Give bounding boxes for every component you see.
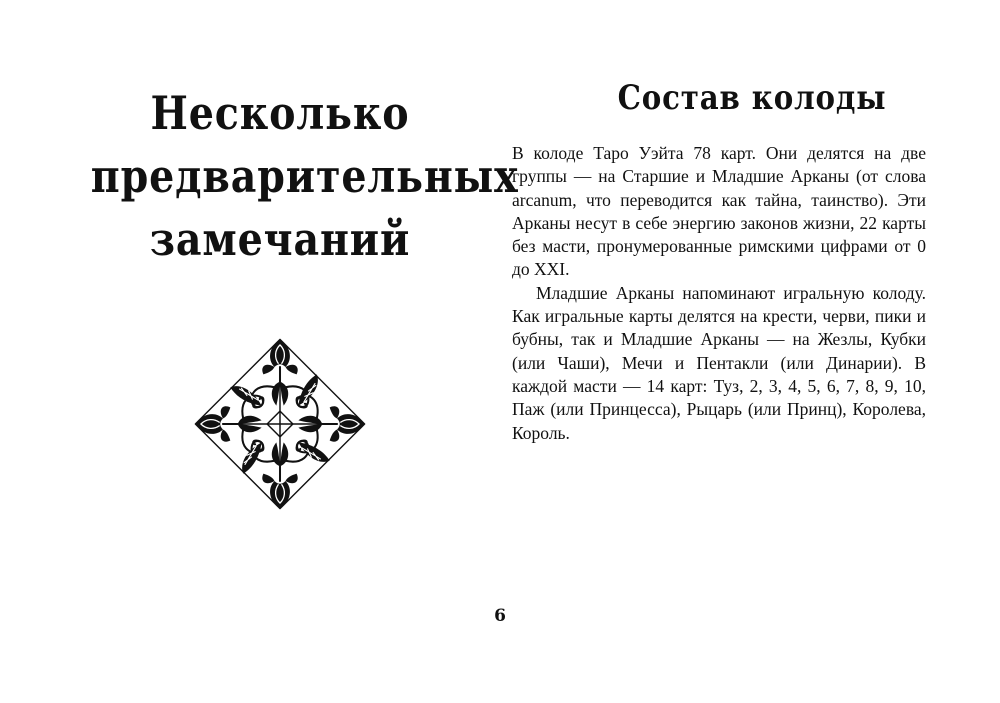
floral-cross-ornament-icon <box>188 332 372 516</box>
right-page <box>500 0 1000 703</box>
chapter-title <box>90 82 519 271</box>
page-number: 6 <box>494 606 506 626</box>
section-title: Состав колоды <box>617 78 887 118</box>
chapter-title-line-2: предварительных <box>90 149 519 203</box>
chapter-title-line-1: Несколько <box>150 86 410 140</box>
paragraph-1: В колоде Таро Уэйта 78 карт. Они делятся на две группы — на Старшие и Младшие Арканы (от слова arcanum, что переводится как тайна, таинство). Эти Арканы несут в себе энергию законов жизни, 22 карты без масти, пронумерованные римскими цифрами от 0 до XXI. <box>512 143 926 280</box>
chapter-title-line-3: замечаний <box>149 212 411 266</box>
body-text <box>512 142 926 445</box>
paragraph-2: Младшие Арканы напоминают игральную колоду. Как игральные карты делятся на крести, черви, пики и бубны, так и Младшие Арканы — на Жезлы, Кубки (или Чаши), Мечи и Пентакли (или Динарии). В каждой масти — 14 карт: Туз, 2, 3, 4, 5, 6, 7, 8, 9, 10, Паж (или Принцесса), Рыцарь (или Принц), Королева, Король. <box>512 282 926 443</box>
